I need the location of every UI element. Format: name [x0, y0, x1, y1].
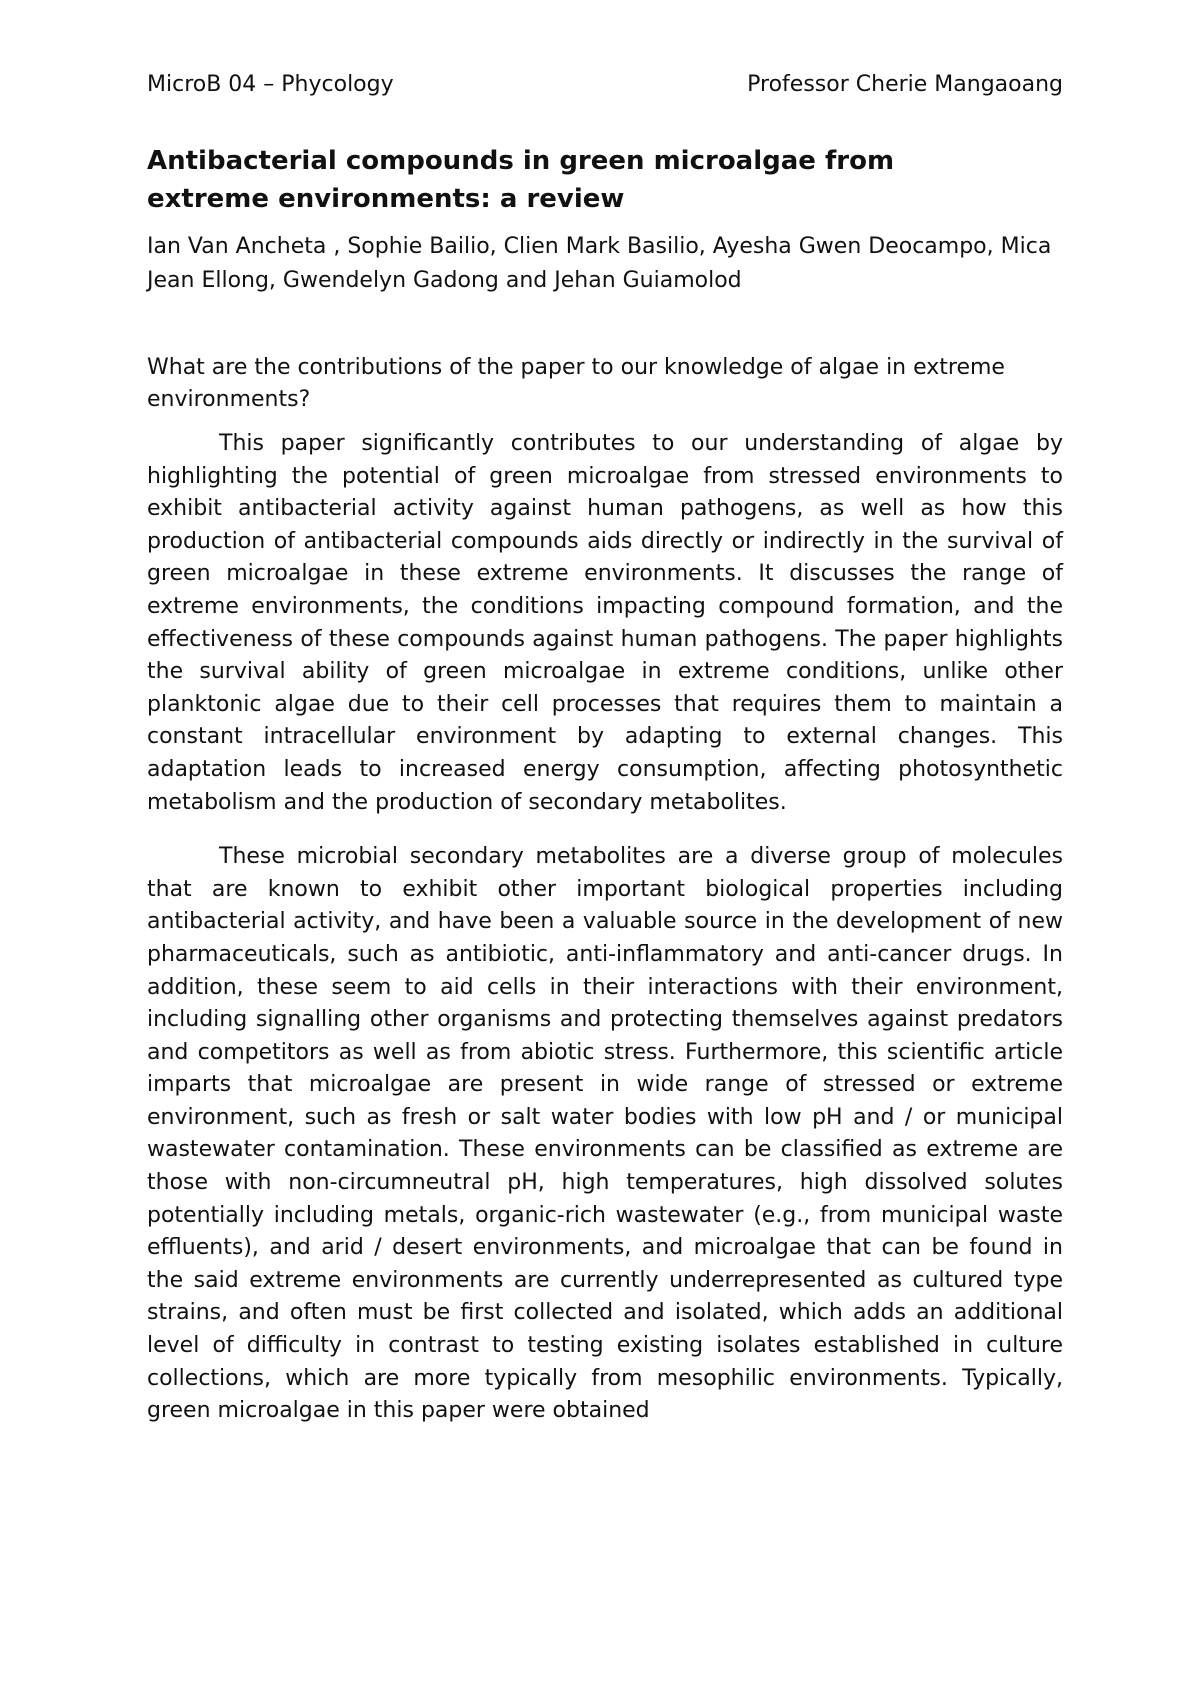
body-paragraph: This paper significantly contributes to our understanding of algae by highlighting the potential of green microalgae from stressed environments to exhibit antibacterial activity against human pathogens, as well as how this production of antibacterial compounds aids directly or indirectly in the survival of green microalgae in these extreme environments. It discusses the range of extreme environments, the conditions impacting compound formation, and the effectiveness of these compounds against human pathogens. The paper highlights the survival ability of green microalgae in extreme conditions, unlike other planktonic algae due to their cell processes that requires them to maintain a constant intracellular environment by adapting to external changes. This adaptation leads to increased energy consumption, affecting photosynthetic metabolism and the production of secondary metabolites. [147, 431, 1063, 815]
course-label: MicroB 04 – Phycology [147, 72, 394, 97]
professor-label: Professor Cherie Mangaoang [747, 72, 1063, 97]
page-header [147, 70, 1063, 100]
body-paragraph: These microbial secondary metabolites are a diverse group of molecules that are known to exhibit other important biological properties including antibacterial activity, and have been a valuable source in the development of new pharmaceuticals, such as antibiotic, anti-inflammatory and anti-cancer drugs. In addition, these seem to aid cells in their interactions with their environment, including signalling other organisms and protecting themselves against predators and competitors as well as from abiotic stress. Furthermore, this scientific article imparts that microalgae are present in wide range of stressed or extreme environment, such as fresh or salt water bodies with low pH and / or municipal wastewater contamination. These environments can be classified as extreme are those with non-circumneutral pH, high temperatures, high dissolved solutes potentially including metals, organic-rich wastewater (e.g., from municipal waste effluents), and arid / desert environments, and microalgae that can be found in the said extreme environments are currently underrepresented as cultured type strains, and often must be first collected and isolated, which adds an additional level of difficulty in contrast to testing existing isolates established in culture collections, which are more typically from mesophilic environments. Typically, green microalgae in this paper were obtained [147, 844, 1063, 1424]
paper-title: Antibacterial compounds in green microalgae from extreme environments: a review [147, 146, 895, 214]
document-page [147, 70, 1063, 1450]
guide-question: What are the contributions of the paper to our knowledge of algae in extreme environments? [147, 355, 1005, 412]
author-list: Ian Van Ancheta , Sophie Bailio, Clien Mark Basilio, Ayesha Gwen Deocampo, Mica Jean Ellong, Gwendelyn Gadong and Jehan Guiamolod [147, 234, 1052, 293]
